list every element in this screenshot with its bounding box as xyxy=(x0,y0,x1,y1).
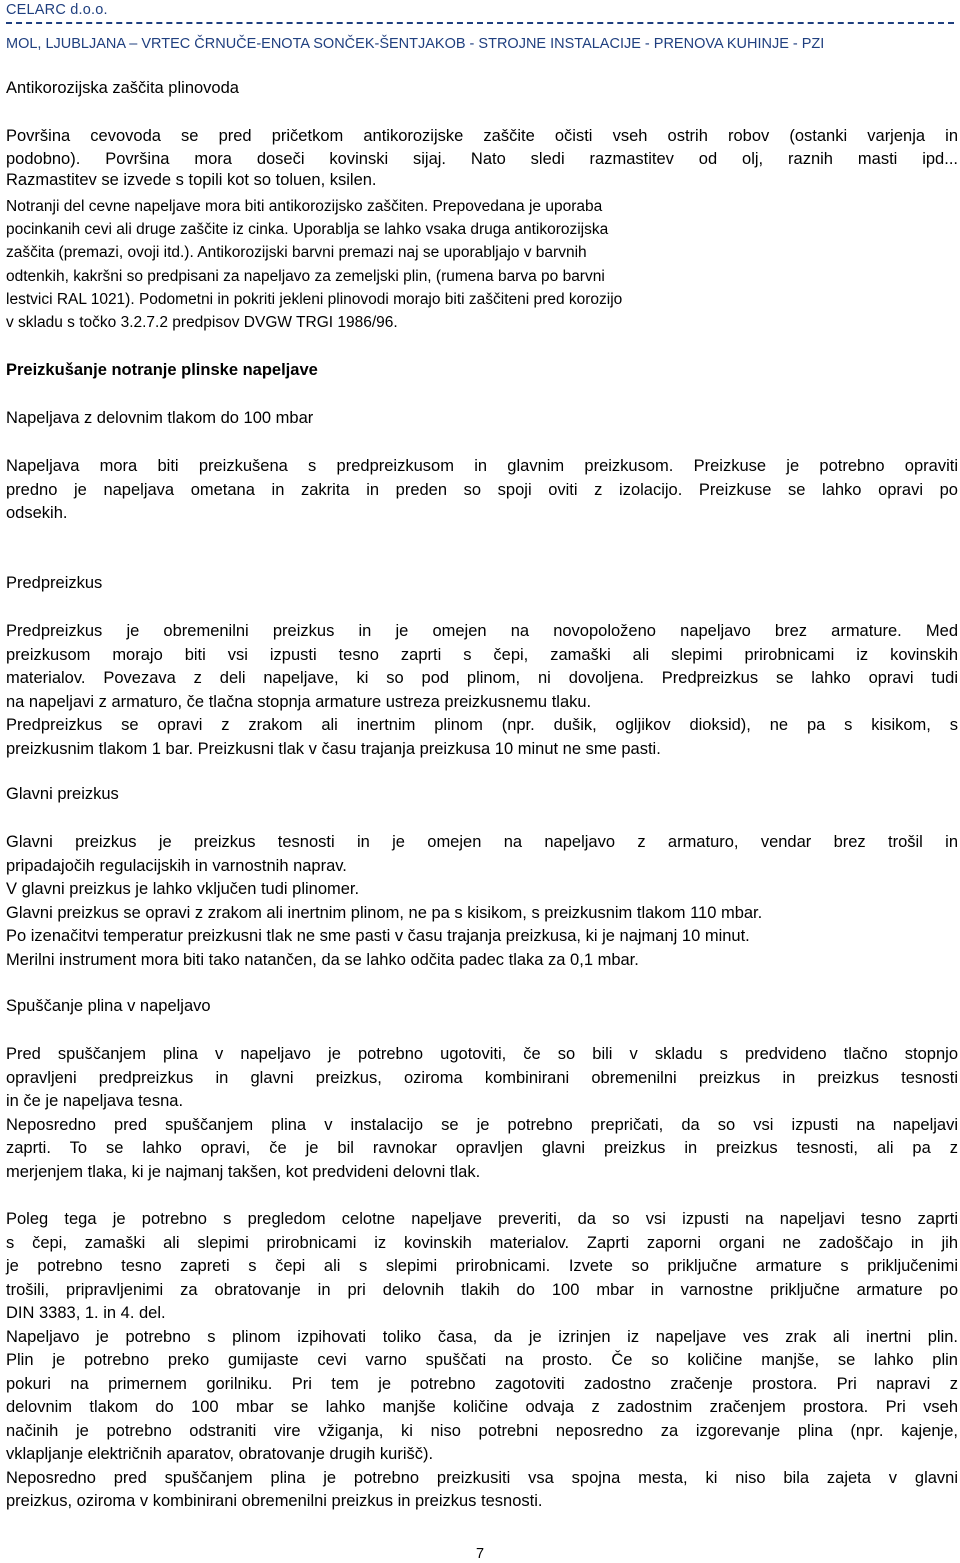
text-line: Površina cevovoda se pred pričetkom antikorozijske zaščite očisti vseh ostrih robov (ostanki varjenja in xyxy=(6,127,958,145)
text-line: pokuri na primernem gorilniku. Pri tem je potrebno zagotoviti zadostno zračenje prostora. Pri napravi z xyxy=(6,1374,958,1393)
pretest-paragraph xyxy=(6,620,958,761)
text-line: trošili, pripravljenimi za obratovanje in pri delovnih tlakih do 100 mbar in varnostne priključne armature po xyxy=(6,1280,958,1299)
text-line: pocinkanih cevi ali druge zaščite iz cinka. Uporablja se lahko vsaka druga antikorozijska xyxy=(6,221,609,239)
text-line: Napeljavo je potrebno s plinom izpihovati toliko časa, da je izrinjen iz napeljave ves zrak ali inertni plin. xyxy=(6,1327,958,1346)
text-line: v skladu s točko 3.2.7.2 predpisov DVGW TRGI 1986/96. xyxy=(6,314,398,332)
section-title-gas-release: Spuščanje plina v napeljavo xyxy=(6,997,211,1015)
text-line: odsekih. xyxy=(6,504,68,522)
header-project-title: MOL, LJUBLJANA – VRTEC ČRNUČE-ENOTA SONČEK-ŠENTJAKOB - STROJNE INSTALACIJE - PRENOVA KUHINJE - PZI xyxy=(6,36,825,52)
text-line: Poleg tega je potrebno s pregledom celotne napeljave preveriti, da so vsi izpusti na napeljavi tesno zaprti xyxy=(6,1210,958,1228)
testing-paragraph xyxy=(6,455,958,526)
text-line: zaščita (premazi, ovoji itd.). Antikorozijski barvni premazi naj se uporabljajo v barvnih xyxy=(6,244,587,262)
text-line: Plin je potrebno preko gumijaste cevi varno spuščati na prosto. Če so količine manjše, se lahko plin xyxy=(6,1351,958,1369)
text-line: vklapljanje električnih aparatov, obratovanje drugih kurišč). xyxy=(6,1445,434,1463)
text-line: materialov. Povezava z deli napeljave, ki so pod plinom, ni dovoljena. Predpreizkus se lahko opravi tudi xyxy=(6,669,958,687)
page-number: 7 xyxy=(475,1546,485,1562)
text-line: V glavni preizkus je lahko vključen tudi plinomer. xyxy=(6,880,360,898)
text-line: načinih je potrebno odstraniti vire vžiganja, ki niso potrebni neposredno za izgorevanje plina (npr. kajenje, xyxy=(6,1421,958,1440)
text-line: zaprti. To se lahko opravi, če je bil ravnokar opravljen glavni preizkus in preizkus tesnosti, ali pa z xyxy=(6,1139,958,1157)
text-line: Glavni preizkus je preizkus tesnosti in je omejen na napeljavo z armaturo, vendar brez trošil in xyxy=(6,833,958,851)
section-title-testing: Preizkušanje notranje plinske napeljave xyxy=(6,361,318,379)
text-line: na napeljavi z armaturo, če tlačna stopnja armature ustreza preizkusnemu tlaku. xyxy=(6,692,592,711)
main-test-paragraph xyxy=(6,831,958,972)
section-title-pretest: Predpreizkus xyxy=(6,574,103,592)
text-line: Po izenačitvi temperatur preizkusni tlak ne sme pasti v času trajanja preizkusa, ki je najmanj 10 minut. xyxy=(6,927,750,945)
text-line: Pred spuščanjem plina v napeljavo je potrebno ugotoviti, če so bili v skladu s predvideno tlačno stopnjo xyxy=(6,1045,958,1063)
text-line: opravljeni predpreizkus in glavni preizkus, oziroma kombinirani obremenilni preizkus in preizkus tesnosti xyxy=(6,1068,958,1087)
text-line: Predpreizkus se opravi z zrakom ali inertnim plinom (npr. dušik, ogljikov dioksid), ne pa s kisikom, s xyxy=(6,716,958,734)
text-line: odtenkih, kakršni so predpisani za napeljavo za zemeljski plin, (rumena barva po barvni xyxy=(6,267,605,285)
header-divider xyxy=(6,22,954,24)
text-line: in če je napeljava tesna. xyxy=(6,1092,184,1110)
text-line: preizkusnim tlakom 1 bar. Preizkusni tlak v času trajanja preizkusa 10 minut ne sme pasti. xyxy=(6,739,661,758)
text-line: preizkusom morajo biti vsi izpusti tesno zaprti s čepi, zamaški ali slepimi prirobnicami iz kovinskih xyxy=(6,645,958,664)
text-line: podobno). Površina mora doseči kovinski sijaj. Nato sledi razmastitev od olj, raznih masti ipd... xyxy=(6,149,958,168)
text-line: Predpreizkus je obremenilni preizkus in je omejen na novopoloženo napeljavo brez armature. Med xyxy=(6,622,958,640)
section-title-main-test: Glavni preizkus xyxy=(6,785,119,803)
anticorrosion-paragraph-2 xyxy=(6,195,806,334)
gas-release-paragraph-1 xyxy=(6,1043,958,1184)
text-line: Merilni instrument mora biti tako natančen, da se lahko odčita padec tlaka za 0,1 mbar. xyxy=(6,950,639,969)
text-line: Neposredno pred spuščanjem plina v instalacijo se je potrebno prepričati, da so vsi izpusti na napeljavi xyxy=(6,1115,958,1134)
section-subtitle-pressure: Napeljava z delovnim tlakom do 100 mbar xyxy=(6,409,314,427)
text-line: Notranji del cevne napeljave mora biti antikorozijsko zaščiten. Prepovedana je uporaba xyxy=(6,198,603,215)
text-line: je potrebno tesno zapreti s čepi ali s slepimi prirobnicami. Izvete so priključne armature s priključenimi xyxy=(6,1257,958,1275)
text-line: preizkus, oziroma v kombinirani obremenilni preizkus in preizkus tesnosti. xyxy=(6,1492,543,1510)
text-line: DIN 3383, 1. in 4. del. xyxy=(6,1304,166,1322)
text-line: merjenjem tlaka, ki je najmanj takšen, kot predvideni delovni tlak. xyxy=(6,1162,481,1181)
header-company-name: CELARC d.o.o. xyxy=(6,2,108,18)
text-line: s čepi, zamaški ali slepimi prirobnicami iz kovinskih materialov. Zaprti zaporni organi ne zadoščajo in jih xyxy=(6,1233,958,1252)
text-line: pripadajočih regulacijskih in varnostnih naprav. xyxy=(6,856,347,875)
section-title-anticorrosion: Antikorozijska zaščita plinovoda xyxy=(6,79,239,97)
gas-release-paragraph-2 xyxy=(6,1208,958,1514)
text-line: Neposredno pred spuščanjem plina je potrebno preizkusiti vsa spojna mesta, ki niso bila zajeta v glavni xyxy=(6,1468,958,1487)
text-line: Glavni preizkus se opravi z zrakom ali inertnim plinom, ne pa s kisikom, s preizkusnim tlakom 110 mbar. xyxy=(6,903,763,922)
anticorrosion-paragraph-1 xyxy=(6,125,958,193)
text-line: delovnim tlakom do 100 mbar se lahko manjše količine odvaja z zadostnim zračenjem prostora. Pri vseh xyxy=(6,1398,958,1416)
text-line: lestvici RAL 1021). Podometni in pokriti jekleni plinovodi morajo biti zaščiteni pred korozijo xyxy=(6,290,623,308)
text-line: Razmastitev se izvede s topili kot so toluen, ksilen. xyxy=(6,171,377,189)
text-line: Napeljava mora biti preizkušena s predpreizkusom in glavnim preizkusom. Preizkuse je potrebno opraviti xyxy=(6,457,958,475)
text-line: predno je napeljava ometana in zakrita in preden so spoji oviti z izolacijo. Preizkuse se lahko opravi po xyxy=(6,480,958,499)
